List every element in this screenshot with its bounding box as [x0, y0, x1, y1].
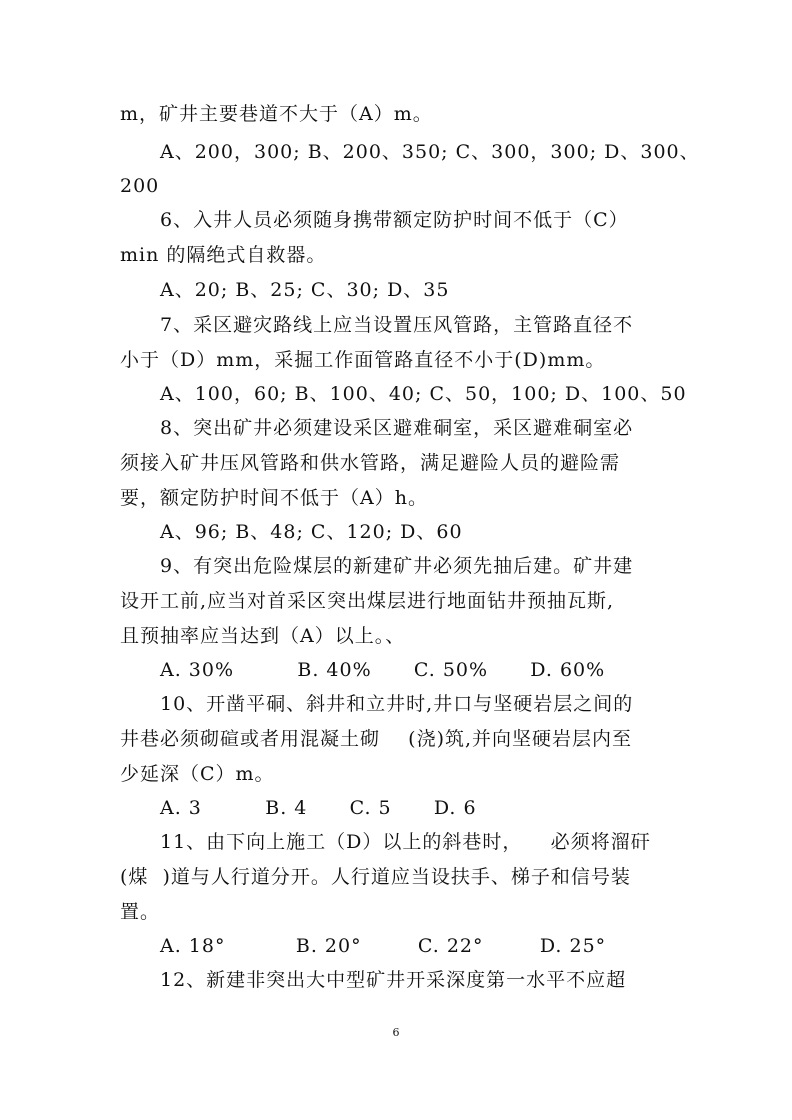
text-line: 须接入矿井压风管路和供水管路，满足避险人员的避险需: [120, 452, 621, 474]
text-line: (煤 )道与人行道分开。人行道应当设扶手、梯子和信号装: [120, 866, 631, 888]
question-8: 8、突出矿井必须建设采区避难硐室，采区避难硐室必: [160, 417, 634, 439]
text-line: 200: [120, 175, 160, 197]
question-7: 7、采区避灾路线上应当设置压风管路，主管路直径不: [160, 314, 634, 336]
answer-options: A、200，300; B、200、350; C、300，300; D、300、: [160, 141, 700, 163]
text-line: 置。: [120, 901, 161, 923]
answer-options: A、20; B、25; C、30; D、35: [160, 279, 450, 301]
text-line: 要，额定防护时间不低于（A）h。: [120, 487, 428, 509]
question-10: 10、开凿平硐、斜井和立井时,井口与坚硬岩层之间的: [160, 693, 634, 715]
text-line: 设开工前,应当对首采区突出煤层进行地面钻井预抽瓦斯,: [120, 590, 615, 612]
question-11: 11、由下向上施工（D）以上的斜巷时， 必须将溜矸: [160, 831, 651, 853]
page-number: 6: [392, 1026, 400, 1039]
answer-options: A. 30% B. 40% C. 50% D. 60%: [160, 659, 606, 681]
text-line: min 的隔绝式自救器。: [120, 244, 327, 266]
text-line: 少延深（C）m。: [120, 763, 275, 785]
text-line: 井巷必须砌碹或者用混凝土砌 (浇)筑,并向坚硬岩层内至: [120, 728, 633, 750]
question-12: 12、新建非突出大中型矿井开采深度第一水平不应超: [160, 969, 627, 991]
answer-options: A、96; B、48; C、120; D、60: [160, 521, 463, 543]
answer-options: A、100，60; B、100、40; C、50，100; D、100、50: [160, 383, 687, 405]
text-line: 且预抽率应当达到（A）以上。、: [120, 625, 406, 647]
question-9: 9、有突出危险煤层的新建矿井必须先抽后建。矿井建: [160, 555, 634, 577]
text-line: 小于（D）mm，采掘工作面管路直径不小于(D)mm。: [120, 349, 606, 371]
answer-options: A. 3 B. 4 C. 5 D. 6: [160, 797, 477, 819]
answer-options: A. 18° B. 20° C. 22° D. 25°: [160, 935, 607, 957]
text-line: m，矿井主要巷道不大于（A）m。: [120, 103, 433, 125]
question-6: 6、入井人员必须随身携带额定防护时间不低于（C）: [160, 209, 629, 231]
